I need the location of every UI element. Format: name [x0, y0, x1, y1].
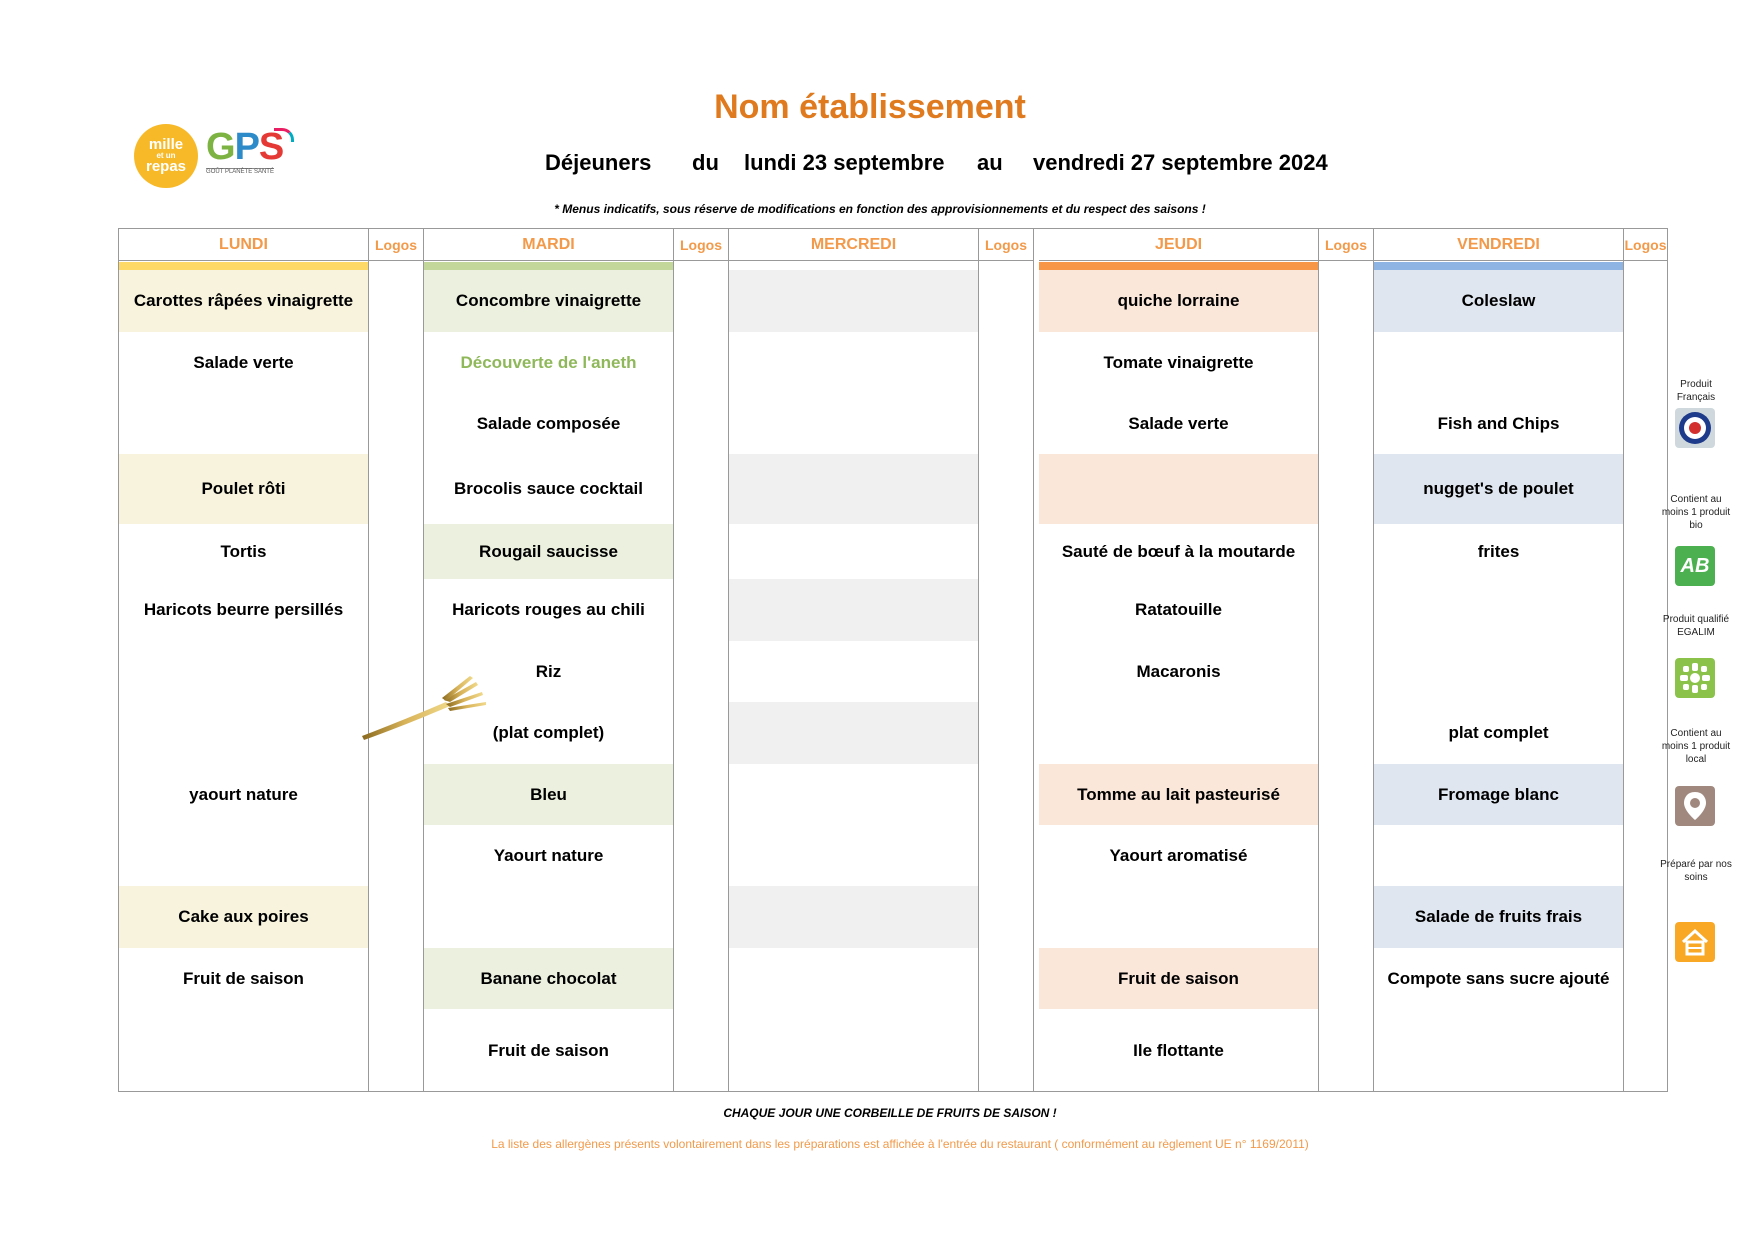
menu-item: yaourt nature [189, 784, 298, 804]
fork-icon [358, 672, 494, 744]
disclaimer-note: * Menus indicatifs, sous réserve de modifications en fonction des approvisionnements et du respect des saisons ! [554, 202, 1206, 216]
mille-logo-top: mille [148, 136, 184, 153]
legend-label: Contient au moins 1 produit local [1661, 728, 1731, 765]
day-header: MARDI [424, 229, 673, 261]
date-to-label: au [977, 150, 1003, 175]
menu-item: Rougail saucisse [424, 524, 673, 579]
page-title: Nom établissement [714, 88, 1026, 126]
mille-logo-mid: et un [156, 151, 176, 160]
menu-item: Fruit de saison [488, 1041, 609, 1060]
day-column-lundi [119, 229, 369, 1091]
menu-item: quiche lorraine [1039, 270, 1318, 332]
day-column-mercredi [729, 229, 979, 1091]
menu-item [119, 825, 368, 886]
menu-item: Cake aux poires [119, 886, 368, 948]
menu-item [1374, 825, 1623, 886]
menu-item [1374, 641, 1623, 702]
organic-ab-icon [1675, 546, 1715, 586]
menu-item: Tomate vinaigrette [1103, 352, 1254, 372]
menu-item [729, 579, 978, 641]
menu-item [729, 332, 978, 393]
menu-item: (plat complet) [492, 723, 605, 742]
menu-item: Bleu [424, 764, 673, 825]
menu-item: Concombre vinaigrette [424, 270, 673, 332]
menu-item: Tortis [220, 541, 267, 561]
fruit-basket-note: CHAQUE JOUR UNE CORBEILLE DE FRUITS DE SAISON ! [723, 1106, 1057, 1120]
menu-item: Carottes râpées vinaigrette [119, 270, 368, 332]
local-pin-icon [1675, 786, 1715, 826]
gps-tagline: GOÛT PLANÈTE SANTÉ [206, 169, 274, 175]
menu-item: Salade de fruits frais [1374, 886, 1623, 948]
logos-column [674, 229, 729, 1091]
logos-column [1624, 229, 1667, 1091]
allergen-note: La liste des allergènes présents volontairement dans les préparations est affichée à l'entrée du restaurant ( conformément au règlement UE n° 1169/2011) [491, 1137, 1309, 1151]
menu-item [1374, 579, 1623, 641]
menu-item [729, 393, 978, 454]
menu-item: Salade verte [193, 352, 294, 372]
menu-item [729, 641, 978, 702]
logos-header: Logos [674, 229, 728, 261]
menu-item [119, 393, 368, 454]
menu-item: Sauté de bœuf à la moutarde [1061, 541, 1296, 561]
logos-header: Logos [1624, 229, 1667, 261]
day-header: MERCREDI [729, 229, 978, 261]
menu-item: Banane chocolat [424, 948, 673, 1009]
legend-label: Contient au moins 1 produit bio [1661, 494, 1731, 531]
menu-item: Fruit de saison [183, 968, 304, 988]
french-product-icon [1675, 408, 1715, 448]
menu-item [424, 886, 673, 948]
meal-label: Déjeuners [545, 150, 652, 175]
menu-item: Découverte de l'aneth [460, 352, 637, 372]
organic-ab-label: AB [1680, 555, 1710, 577]
menu-item: Ratatouille [1135, 600, 1222, 619]
menu-item: Poulet rôti [119, 454, 368, 524]
menu-item [1374, 1009, 1623, 1093]
menu-item: Salade verte [1128, 413, 1229, 433]
menu-item: Salade composée [476, 413, 621, 433]
logos-column [1319, 229, 1374, 1091]
menu-item: Tomme au lait pasteurisé [1039, 764, 1318, 825]
menu-item [729, 1009, 978, 1093]
menu-item: Fruit de saison [1039, 948, 1318, 1009]
menu-item [729, 764, 978, 825]
menu-item [729, 702, 978, 764]
menu-item: Macaronis [1136, 661, 1221, 681]
end-date: vendredi 27 septembre 2024 [1033, 150, 1328, 175]
menu-item [1039, 886, 1318, 948]
menu-item [119, 641, 368, 702]
menu-item [1039, 454, 1318, 524]
day-header: LUNDI [119, 229, 368, 261]
menu-item [729, 886, 978, 948]
mille-repas-logo [134, 124, 198, 188]
menu-item [729, 454, 978, 524]
legend-label: Préparé par nos soins [1660, 859, 1732, 883]
logos-header: Logos [979, 229, 1033, 261]
menu-item: Fromage blanc [1374, 764, 1623, 825]
menu-item: Ile flottante [1133, 1041, 1224, 1060]
day-column-jeudi [1039, 229, 1319, 1091]
menu-item: frites [1477, 541, 1520, 561]
day-header: VENDREDI [1374, 229, 1623, 261]
menu-item [119, 1009, 368, 1093]
day-column-mardi [424, 229, 674, 1091]
menu-item: Brocolis sauce cocktail [454, 479, 643, 498]
menu-item [119, 702, 368, 764]
legend-label: Produit Français [1676, 379, 1716, 403]
day-column-vendredi [1374, 229, 1624, 1091]
logos-column [369, 229, 424, 1091]
gps-logo-text: GPS [206, 126, 284, 168]
day-header: JEUDI [1039, 229, 1318, 261]
menu-item [729, 948, 978, 1009]
date-from-label: du [692, 150, 719, 175]
menu-item: Coleslaw [1374, 270, 1623, 332]
menu-table [118, 228, 1668, 1092]
gps-logo [206, 128, 292, 178]
homemade-house-icon [1675, 922, 1715, 962]
menu-item: Riz [535, 661, 562, 681]
menu-item [729, 270, 978, 332]
menu-item: Yaourt aromatisé [1109, 845, 1248, 865]
legend-label: Produit qualifié EGALIM [1662, 614, 1730, 638]
menu-item: Yaourt nature [493, 845, 604, 865]
menu-item: Haricots beurre persillés [143, 600, 344, 619]
menu-item [729, 825, 978, 886]
menu-item: Haricots rouges au chili [452, 600, 645, 619]
start-date: lundi 23 septembre [744, 150, 945, 175]
menu-item: nugget's de poulet [1374, 454, 1623, 524]
menu-item: plat complet [1448, 723, 1549, 742]
menu-item [1039, 702, 1318, 764]
logos-header: Logos [1319, 229, 1373, 261]
menu-item [1374, 332, 1623, 393]
menu-item: Compote sans sucre ajouté [1387, 968, 1610, 988]
menu-item: Fish and Chips [1437, 413, 1560, 433]
logos-header: Logos [369, 229, 423, 261]
egalim-icon [1675, 658, 1715, 698]
mille-logo-bottom: repas [145, 158, 187, 175]
menu-item [729, 524, 978, 579]
logos-column [979, 229, 1034, 1091]
